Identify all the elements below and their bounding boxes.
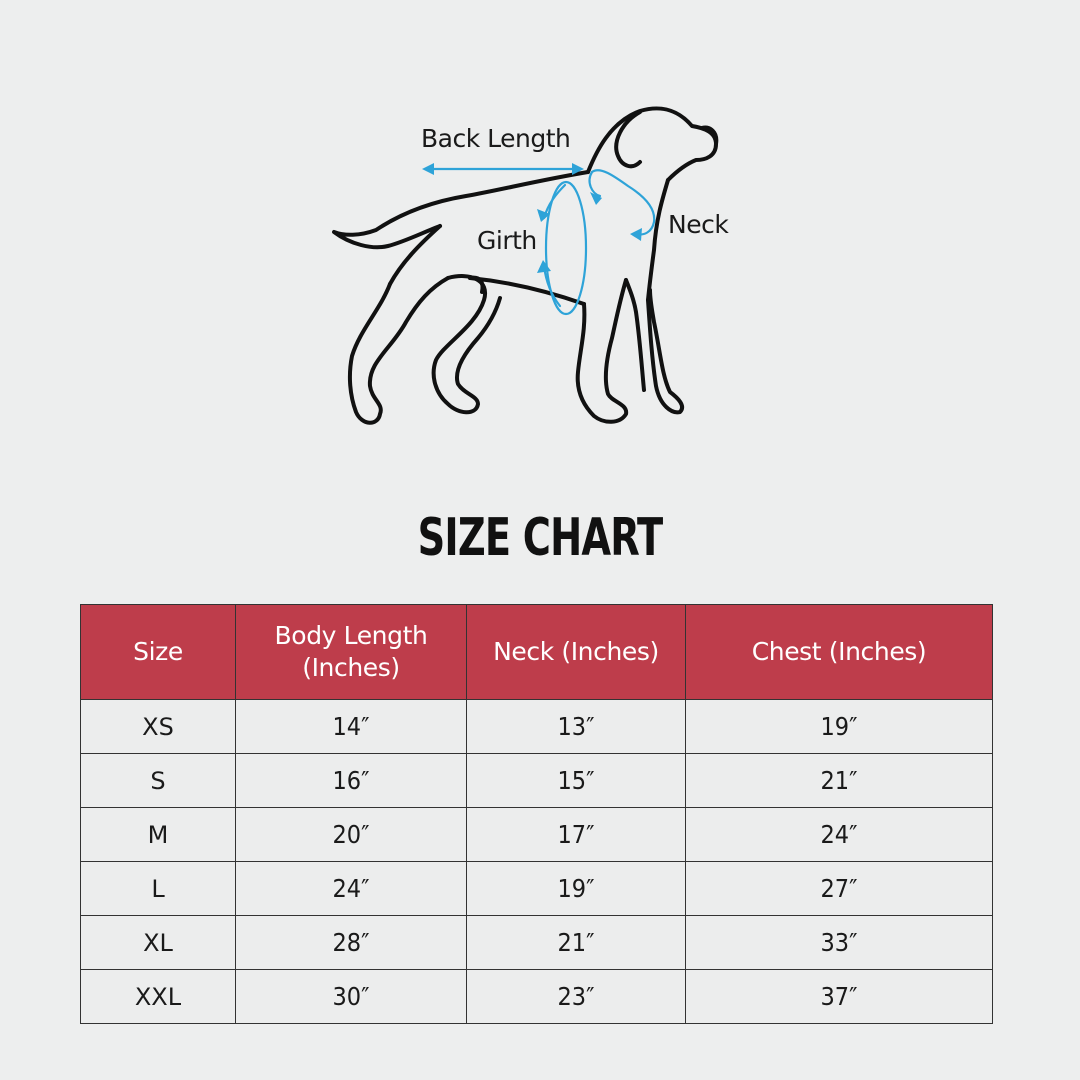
table-row (81, 754, 993, 808)
cell-chest: 21″ (686, 754, 993, 808)
cell-neck: 21″ (467, 916, 686, 970)
cell-neck: 19″ (467, 862, 686, 916)
header-body-length-label: Body Length (Inches) (274, 621, 428, 682)
cell-size: XS (81, 700, 236, 754)
cell-chest: 27″ (686, 862, 993, 916)
table-row (81, 862, 993, 916)
dog-measurement-diagram (0, 0, 1080, 470)
page-title: SIZE CHART (417, 508, 663, 568)
table-header-row (81, 605, 993, 700)
cell-chest: 19″ (686, 700, 993, 754)
header-neck: Neck (Inches) (467, 605, 686, 700)
cell-size: L (81, 862, 236, 916)
cell-size: M (81, 808, 236, 862)
table-row (81, 808, 993, 862)
cell-chest: 37″ (686, 970, 993, 1024)
table-row (81, 970, 993, 1024)
cell-body-length: 20″ (236, 808, 467, 862)
cell-body-length: 24″ (236, 862, 467, 916)
cell-size: S (81, 754, 236, 808)
cell-chest: 24″ (686, 808, 993, 862)
cell-neck: 15″ (467, 754, 686, 808)
header-size: Size (81, 605, 236, 700)
cell-body-length: 30″ (236, 970, 467, 1024)
size-table (80, 604, 993, 1024)
cell-body-length: 14″ (236, 700, 467, 754)
cell-neck: 13″ (467, 700, 686, 754)
cell-neck: 17″ (467, 808, 686, 862)
girth-label: Girth (477, 226, 537, 255)
neck-label: Neck (668, 210, 729, 239)
cell-body-length: 28″ (236, 916, 467, 970)
table-row (81, 700, 993, 754)
back-length-label: Back Length (421, 124, 571, 153)
cell-neck: 23″ (467, 970, 686, 1024)
header-chest: Chest (Inches) (686, 605, 993, 700)
cell-size: XL (81, 916, 236, 970)
cell-body-length: 16″ (236, 754, 467, 808)
cell-chest: 33″ (686, 916, 993, 970)
table-row (81, 916, 993, 970)
cell-size: XXL (81, 970, 236, 1024)
header-body-length (236, 605, 467, 700)
dog-outline-icon (0, 0, 1080, 470)
